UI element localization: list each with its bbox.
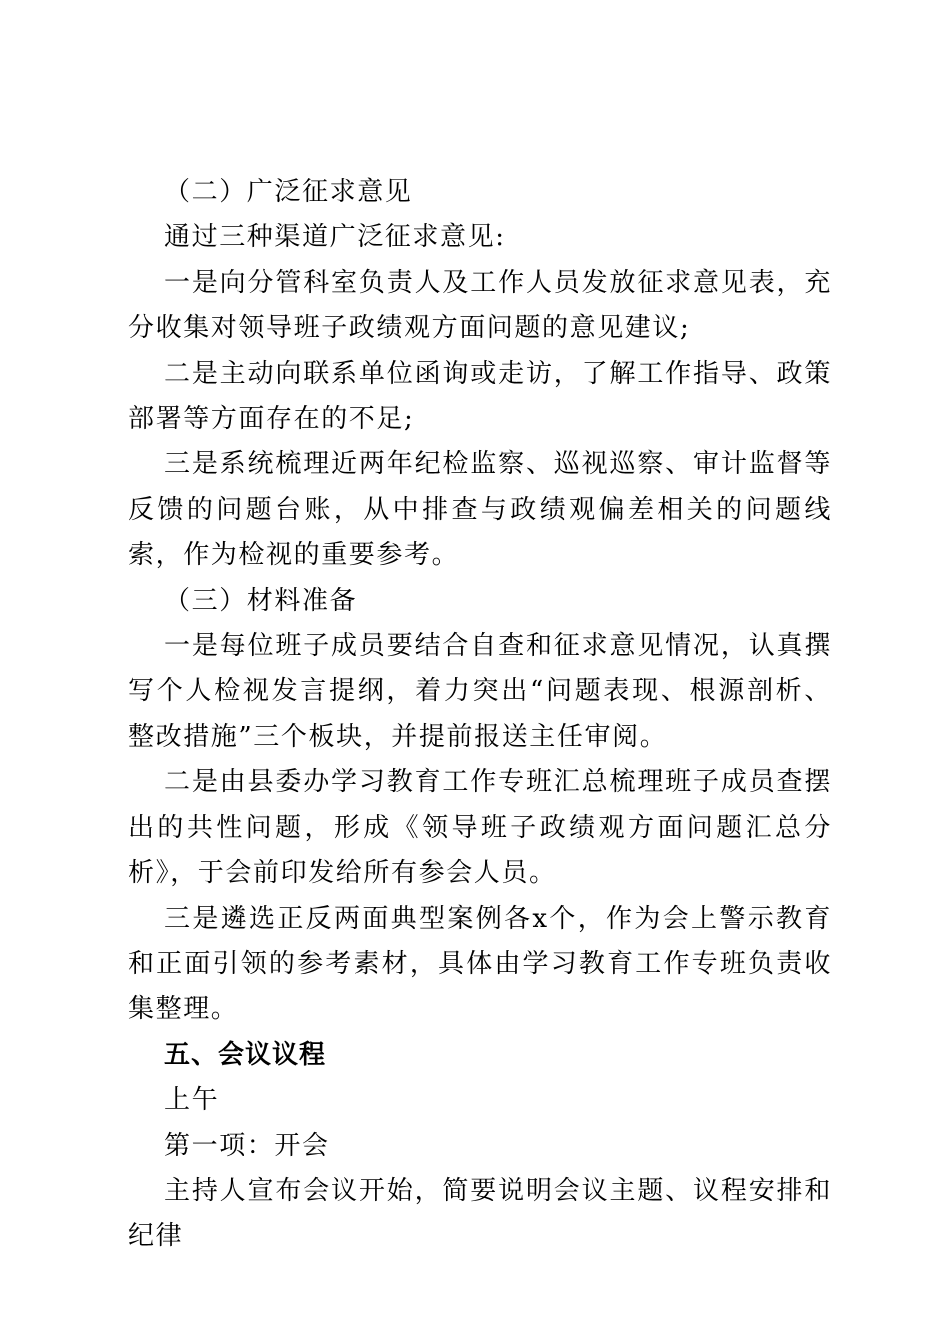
- section-heading-agenda: 五、会议议程: [164, 1039, 327, 1070]
- paragraph-channel-three: 三是系统梳理近两年纪检监察、巡视巡察、审计监督等反馈的问题台账，从中排查与政绩观偏差相关的问题线索，作为检视的重要参考。: [128, 449, 832, 571]
- paragraph-channel-one: 一是向分管科室负责人及工作人员发放征求意见表，充分收集对领导班子政绩观方面问题的意见建议;: [128, 267, 832, 344]
- paragraph-materials-three: 三是遴选正反两面典型案例各x个，作为会上警示教育和正面引领的参考素材，具体由学习教育工作专班负责收集整理。: [128, 903, 832, 1025]
- paragraph-morning: 上午: [164, 1085, 220, 1116]
- paragraph-channel-two: 二是主动向联系单位函询或走访，了解工作指导、政策部署等方面存在的不足;: [128, 358, 832, 435]
- paragraph-item-one: 第一项：开会: [164, 1130, 330, 1161]
- paragraph-materials-one: 一是每位班子成员要结合自查和征求意见情况，认真撰写个人检视发言提纲，着力突出“问题表现、根源剖析、整改措施”三个板块，并提前报送主任审阅。: [128, 631, 832, 752]
- section-heading-materials: （三）材料准备: [164, 585, 358, 616]
- section-heading-solicit-opinions: （二）广泛征求意见: [164, 177, 413, 207]
- paragraph-materials-two: 二是由县委办学习教育工作专班汇总梳理班子成员查摆出的共性问题，形成《领导班子政绩观方面问题汇总分析》，于会前印发给所有参会人员。: [128, 767, 832, 889]
- paragraph-host-announces: 主持人宣布会议开始，简要说明会议主题、议程安排和纪律: [128, 1175, 832, 1252]
- document-body: [128, 170, 832, 1260]
- paragraph-three-channels: 通过三种渠道广泛征求意见:: [164, 222, 506, 253]
